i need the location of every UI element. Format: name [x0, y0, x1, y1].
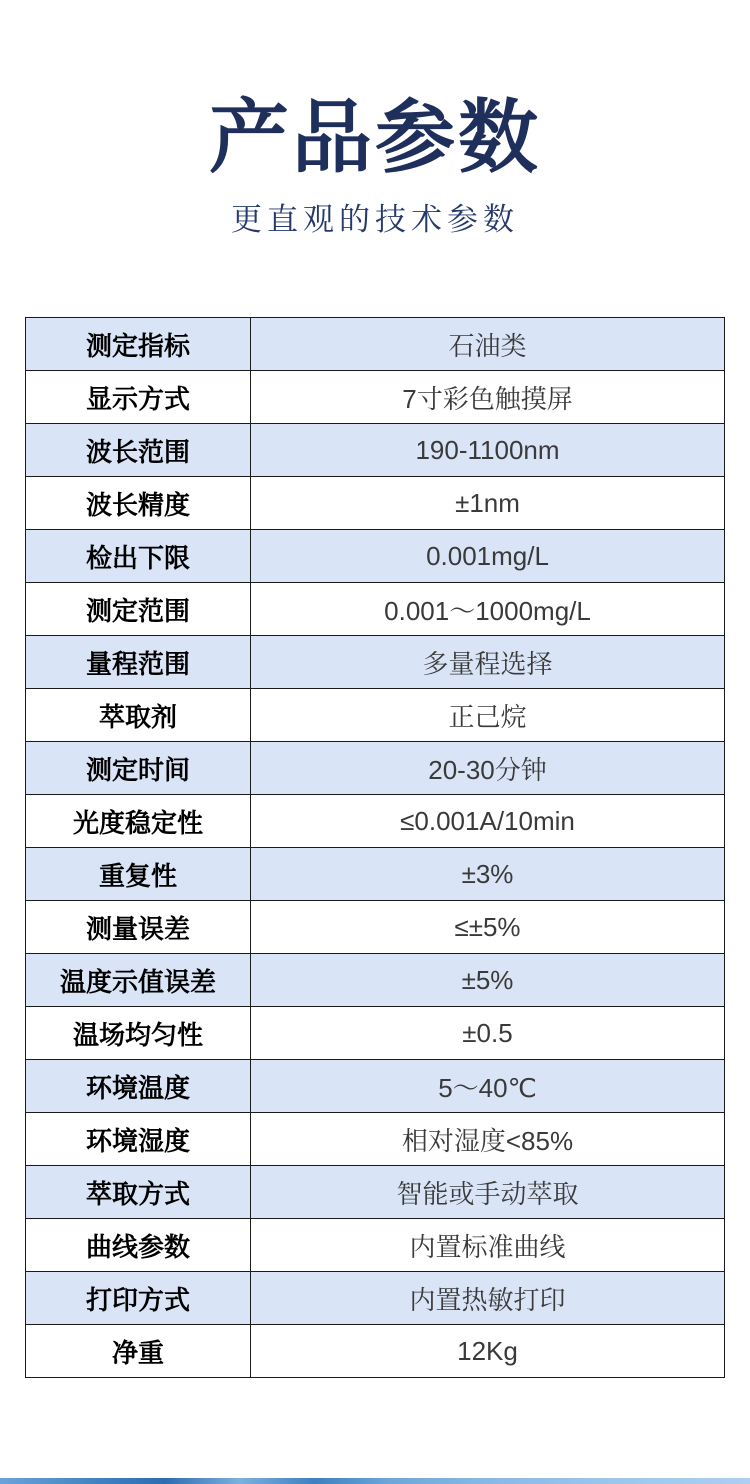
spec-value: 190-1100nm: [251, 424, 725, 477]
spec-value: 内置标准曲线: [251, 1219, 725, 1272]
table-row: [26, 689, 725, 742]
table-row: [26, 318, 725, 371]
table-row: [26, 901, 725, 954]
table-row: [26, 477, 725, 530]
table-row: [26, 1325, 725, 1378]
spec-label: 检出下限: [26, 530, 251, 583]
spec-label: 曲线参数: [26, 1219, 251, 1272]
header-section: [0, 0, 750, 235]
spec-value: 多量程选择: [251, 636, 725, 689]
spec-value: 内置热敏打印: [251, 1272, 725, 1325]
spec-value: ≤0.001A/10min: [251, 795, 725, 848]
spec-label: 测定时间: [26, 742, 251, 795]
spec-label: 量程范围: [26, 636, 251, 689]
spec-label: 打印方式: [26, 1272, 251, 1325]
spec-label: 显示方式: [26, 371, 251, 424]
spec-value: ±1nm: [251, 477, 725, 530]
spec-value: 正己烷: [251, 689, 725, 742]
table-row: [26, 583, 725, 636]
spec-value: 0.001mg/L: [251, 530, 725, 583]
table-row: [26, 848, 725, 901]
spec-label: 波长范围: [26, 424, 251, 477]
spec-value: 7寸彩色触摸屏: [251, 371, 725, 424]
spec-label: 温度示值误差: [26, 954, 251, 1007]
spec-table: [25, 317, 725, 1378]
spec-value: 12Kg: [251, 1325, 725, 1378]
spec-value: 0.001～1000mg/L: [251, 583, 725, 636]
spec-label: 净重: [26, 1325, 251, 1378]
table-row: [26, 371, 725, 424]
spec-label: 环境湿度: [26, 1113, 251, 1166]
spec-value: ±5%: [251, 954, 725, 1007]
table-row: [26, 795, 725, 848]
footer-divider-strip: [0, 1478, 750, 1484]
table-row: [26, 1219, 725, 1272]
table-row: [26, 1272, 725, 1325]
spec-label: 波长精度: [26, 477, 251, 530]
spec-label: 光度稳定性: [26, 795, 251, 848]
spec-value: 相对湿度<85%: [251, 1113, 725, 1166]
spec-label: 测定范围: [26, 583, 251, 636]
page-title: 产品参数: [209, 93, 541, 182]
spec-label: 温场均匀性: [26, 1007, 251, 1060]
spec-table-body: [26, 318, 725, 1378]
spec-label: 萃取方式: [26, 1166, 251, 1219]
spec-value: 5～40℃: [251, 1060, 725, 1113]
spec-value: ±0.5: [251, 1007, 725, 1060]
table-row: [26, 1007, 725, 1060]
table-row: [26, 424, 725, 477]
table-row: [26, 530, 725, 583]
spec-value: 石油类: [251, 318, 725, 371]
table-row: [26, 1166, 725, 1219]
spec-value: ±3%: [251, 848, 725, 901]
spec-value: ≤±5%: [251, 901, 725, 954]
table-row: [26, 636, 725, 689]
table-row: [26, 1113, 725, 1166]
spec-value: 智能或手动萃取: [251, 1166, 725, 1219]
table-row: [26, 742, 725, 795]
spec-label: 测量误差: [26, 901, 251, 954]
page-subtitle: 更直观的技术参数: [231, 202, 519, 237]
spec-value: 20-30分钟: [251, 742, 725, 795]
spec-label: 环境温度: [26, 1060, 251, 1113]
table-row: [26, 1060, 725, 1113]
spec-label: 测定指标: [26, 318, 251, 371]
spec-label: 重复性: [26, 848, 251, 901]
spec-label: 萃取剂: [26, 689, 251, 742]
table-row: [26, 954, 725, 1007]
